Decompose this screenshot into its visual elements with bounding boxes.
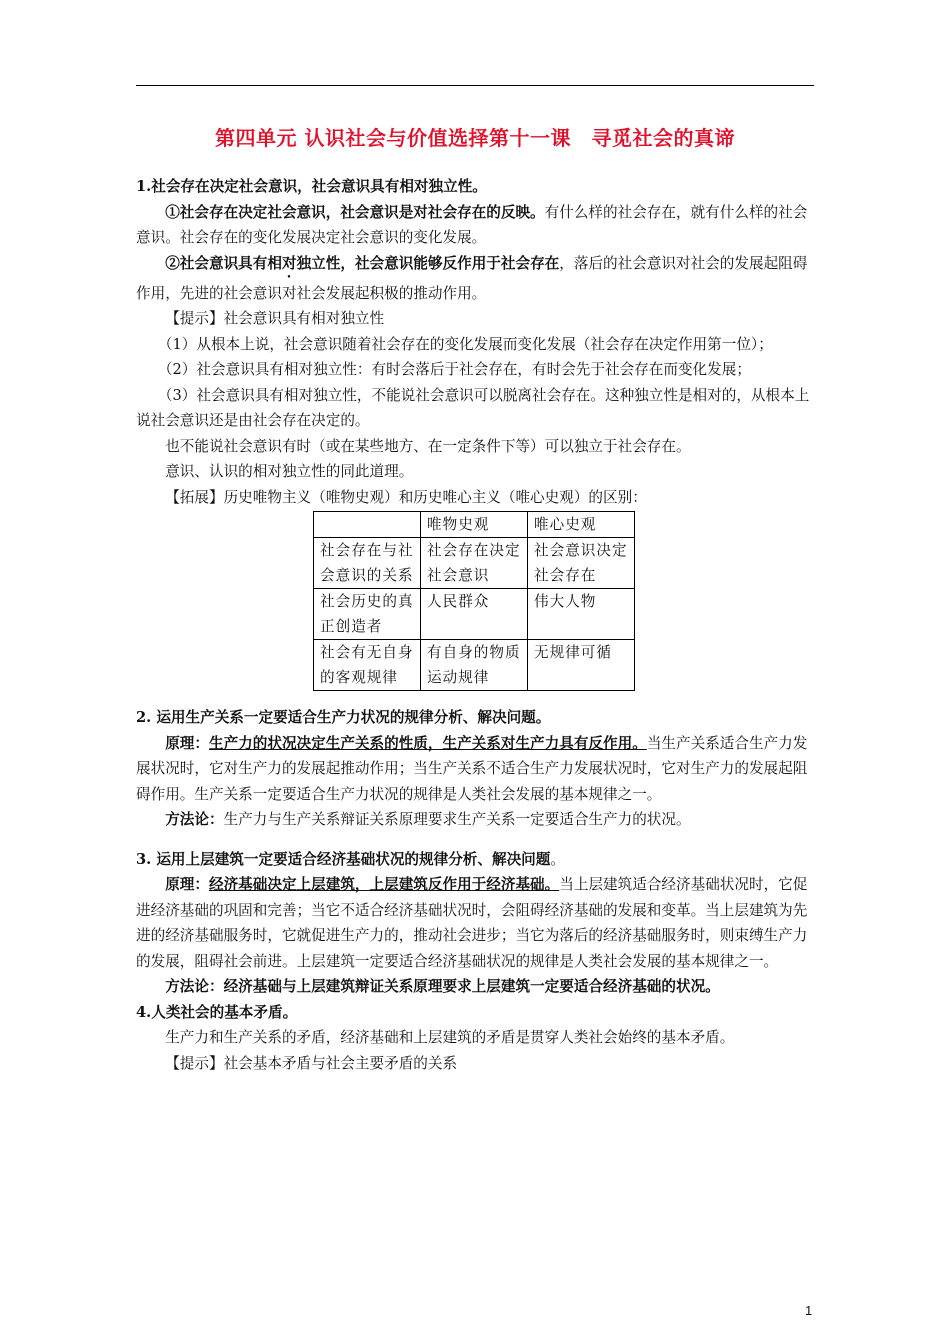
spacer [136, 691, 814, 705]
header-rule [136, 85, 814, 86]
s1-hint-3: （3）社会意识具有相对独立性，不能说社会意识可以脱离社会存在。这种独立性是相对的，从根本上说社会意识还是由社会存在决定的。 [136, 386, 810, 429]
s4-hint: 【提示】社会基本矛盾与社会主要矛盾的关系 [165, 1054, 458, 1072]
table-cell: 社会历史的真正创造者 [314, 589, 421, 640]
s2-method-label: 方法论： [165, 811, 224, 828]
section-3-heading [136, 847, 814, 873]
s1-extension: 【拓展】历史唯物主义（唯物史观）和历史唯心主义（唯心史观）的区别： [165, 488, 647, 506]
section-1-heading: 1.社会存在决定社会意识，社会意识具有相对独立性。 [136, 178, 487, 195]
table-row [314, 538, 635, 589]
spacer [136, 833, 814, 847]
table-header-cell: 唯心史观 [528, 512, 635, 538]
s2-method [136, 807, 814, 833]
page-number: 1 [805, 1303, 813, 1318]
s3-principle [136, 872, 814, 974]
s1-point-1-rest: 有什么样的社会存在，就有什么样的社会意识。社会存在的变化发展决定社会意识的变化发展。 [136, 203, 808, 246]
table-cell: 有自身的物质运动规律 [421, 640, 528, 691]
comparison-table [313, 511, 635, 691]
s2-principle-rest: 当生产关系适合生产力发展状况时，它对生产力的发展起推动作用；当生产关系不适合生产力发展状况时，它对生产力的发展起阻碍作用。生产关系一定要适合生产力状况的规律是人类社会发展的基本规律之一。 [136, 734, 808, 803]
s2-method-text: 生产力与生产关系辩证关系原理要求生产关系一定要适合生产力的状况。 [223, 811, 691, 828]
s3-heading-bold: 3. 运用上层建筑一定要适合经济基础状况的规律分析、解决问题 [136, 850, 551, 868]
s1-hint-4: 也不能说社会意识有时（或在某些地方、在一定条件下等）可以独立于社会存在。 [165, 437, 691, 455]
s3-principle-bold: 经济基础决定上层建筑，上层建筑反作用于经济基础。 [208, 876, 560, 893]
table-header-cell: 唯物史观 [421, 512, 528, 538]
table-cell: 人民群众 [421, 589, 528, 640]
s1-point-1 [136, 200, 814, 251]
s1-point-1-bold: ①社会存在决定社会意识，社会意识是对社会存在的反映。 [165, 203, 545, 221]
s1-hint-2: （2）社会意识具有相对独立性：有时会落后于社会存在，有时会先于社会存在而变化发展； [157, 361, 751, 378]
s1-point-2-rest: ，落后的社会意识对社会的发展起阻碍作用，先进的社会意识对社会发展起积极的推动作用。 [136, 254, 808, 302]
s1-point-2 [136, 251, 814, 307]
s3-heading-end: 。 [550, 850, 565, 868]
table-row [314, 640, 635, 691]
table-row [314, 589, 635, 640]
s1-point-2-bold-b: 独立性，社会意识能够反作用于社会存在 [296, 254, 560, 272]
s1-hint: 【提示】社会意识具有相对独立性 [165, 310, 385, 327]
s3-principle-label: 原理： [165, 876, 209, 893]
section-2-heading: 2. 运用生产关系一定要适合生产力状况的规律分析、解决问题。 [136, 709, 551, 726]
s1-hint-1: （1）从根本上说，社会意识随着社会存在的变化发展而变化发展（社会存在决定作用第一位）； [157, 335, 773, 353]
s2-principle-bold: 生产力的状况决定生产关系的性质，生产关系对生产力具有反作用。 [208, 734, 647, 752]
s3-principle-rest: 当上层建筑适合经济基础状况时，它促进经济基础的巩固和完善；当它不适合经济基础状况时，会阻碍经济基础的发展和变革。当上层建筑为先进的经济基础服务时，它就促进生产力的，推动社会进步；当它为落后的经济基础服务时，则束缚生产力的发展，阻碍社会前进。上层建筑一定要适合经济基础状况的规律是人类社会发展的基本规律之一。 [136, 876, 808, 970]
document-body [136, 174, 814, 1076]
table-cell: 社会存在与社会意识的关系 [314, 538, 421, 589]
table-cell: 社会意识决定社会存在 [528, 538, 635, 589]
table-cell: 社会存在决定社会意识 [421, 538, 528, 589]
s1-point-2-bold-a: ②社会意识具有相 [165, 254, 282, 272]
section-4-heading: 4.人类社会的基本矛盾。 [136, 1003, 298, 1021]
s4-text: 生产力和生产关系的矛盾，经济基础和上层建筑的矛盾是贯穿人类社会始终的基本矛盾。 [165, 1029, 735, 1046]
table-cell: 伟大人物 [528, 589, 635, 640]
document-title: 第四单元 认识社会与价值选择第十一课 寻觅社会的真谛 [215, 126, 735, 150]
s2-principle [136, 731, 814, 808]
table-header-row [314, 512, 635, 538]
table-cell: 无规律可循 [528, 640, 635, 691]
s3-method: 方法论：经济基础与上层建筑辩证关系原理要求上层建筑一定要适合经济基础的状况。 [165, 978, 720, 995]
s1-point-2-dotted: 对 [281, 254, 297, 272]
table-header-cell [314, 512, 421, 538]
s1-hint-5: 意识、认识的相对独立性的同此道理。 [165, 463, 414, 480]
s2-principle-label: 原理： [165, 734, 209, 752]
table-cell: 社会有无自身的客观规律 [314, 640, 421, 691]
